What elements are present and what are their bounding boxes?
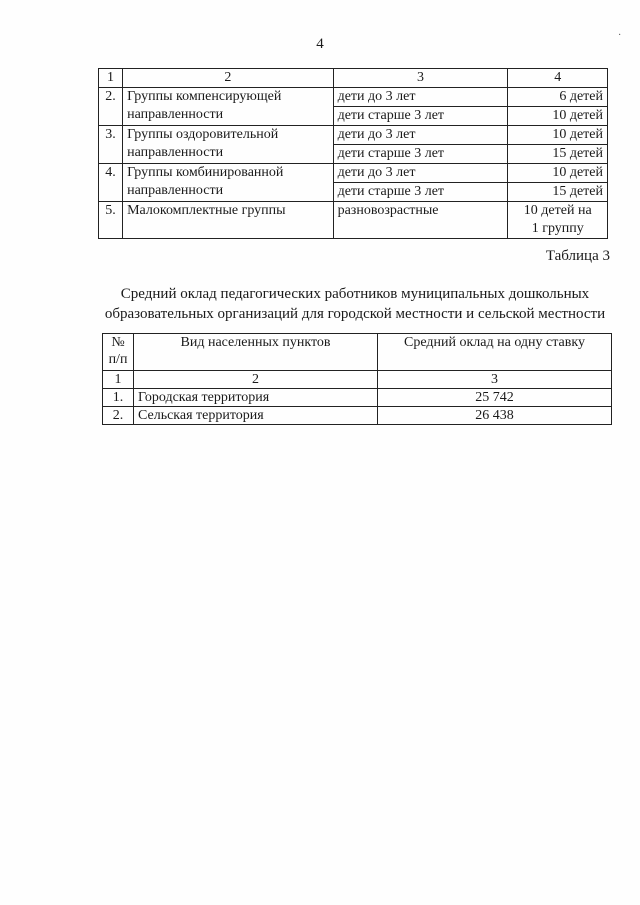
table-row <box>99 88 608 107</box>
size-cell: 6 детей <box>508 88 608 107</box>
age-cell: дети старше 3 лет <box>333 145 508 164</box>
group-name <box>123 88 334 126</box>
header-cell: 4 <box>508 69 608 88</box>
salary-cell: 25 742 <box>378 389 612 407</box>
table-row <box>99 202 608 239</box>
size-cell: 15 детей <box>508 145 608 164</box>
group-name-line: Группы компенсирующей <box>127 89 282 104</box>
age-cell: разновозрастные <box>333 202 508 239</box>
group-name: Малокомплектные группы <box>123 202 334 239</box>
age-cell: дети до 3 лет <box>333 126 508 145</box>
index-cell: 1 <box>103 371 134 389</box>
table-group-sizes <box>98 68 608 239</box>
table-3-title <box>90 284 620 324</box>
row-number: 5. <box>99 202 123 239</box>
size-cell: 15 детей <box>508 183 608 202</box>
header-cell: 2 <box>123 69 334 88</box>
page-number: 4 <box>316 36 324 52</box>
age-cell: дети старше 3 лет <box>333 107 508 126</box>
group-name-line: Группы комбинированной <box>127 165 284 180</box>
group-name <box>123 164 334 202</box>
header-num-cell <box>103 334 134 371</box>
table-header-row <box>99 69 608 88</box>
table-row <box>103 407 612 425</box>
row-number: 4. <box>99 164 123 202</box>
table-row <box>103 389 612 407</box>
territory-cell: Городская территория <box>134 389 378 407</box>
header-cell: Вид населенных пунктов <box>134 334 378 371</box>
row-number: 1. <box>103 389 134 407</box>
group-name-line: Группы оздоровительной <box>127 127 279 142</box>
header-cell: 1 <box>99 69 123 88</box>
header-cell: Средний оклад на одну ставку <box>378 334 612 371</box>
size-line: 1 группу <box>531 221 584 236</box>
salary-cell: 26 438 <box>378 407 612 425</box>
size-cell: 10 детей <box>508 126 608 145</box>
group-name <box>123 126 334 164</box>
header-num-line: № <box>111 335 125 350</box>
group-name-line: направленности <box>127 145 224 160</box>
size-line: 10 детей на <box>523 203 592 218</box>
group-name-line: направленности <box>127 107 224 122</box>
table-row <box>99 164 608 183</box>
header-num-line: п/п <box>108 352 128 367</box>
table-header-row <box>103 334 612 371</box>
table-index-row <box>103 371 612 389</box>
row-number: 3. <box>99 126 123 164</box>
title-line: образовательных организаций для городской местности и сельской местности <box>104 306 606 322</box>
index-cell: 2 <box>134 371 378 389</box>
group-name-line: направленности <box>127 183 224 198</box>
row-number: 2. <box>99 88 123 126</box>
corner-mark: · <box>618 30 622 41</box>
age-cell: дети старше 3 лет <box>333 183 508 202</box>
header-cell: 3 <box>333 69 508 88</box>
row-number: 2. <box>103 407 134 425</box>
size-cell: 10 детей <box>508 107 608 126</box>
age-cell: дети до 3 лет <box>333 164 508 183</box>
title-line: Средний оклад педагогических работников муниципальных дошкольных <box>120 286 590 302</box>
table-row <box>99 126 608 145</box>
territory-cell: Сельская территория <box>134 407 378 425</box>
table-average-salary <box>102 333 612 425</box>
table-3-label: Таблица 3 <box>545 248 610 264</box>
index-cell: 3 <box>378 371 612 389</box>
size-cell: 10 детей <box>508 164 608 183</box>
age-cell: дети до 3 лет <box>333 88 508 107</box>
size-cell <box>508 202 608 239</box>
